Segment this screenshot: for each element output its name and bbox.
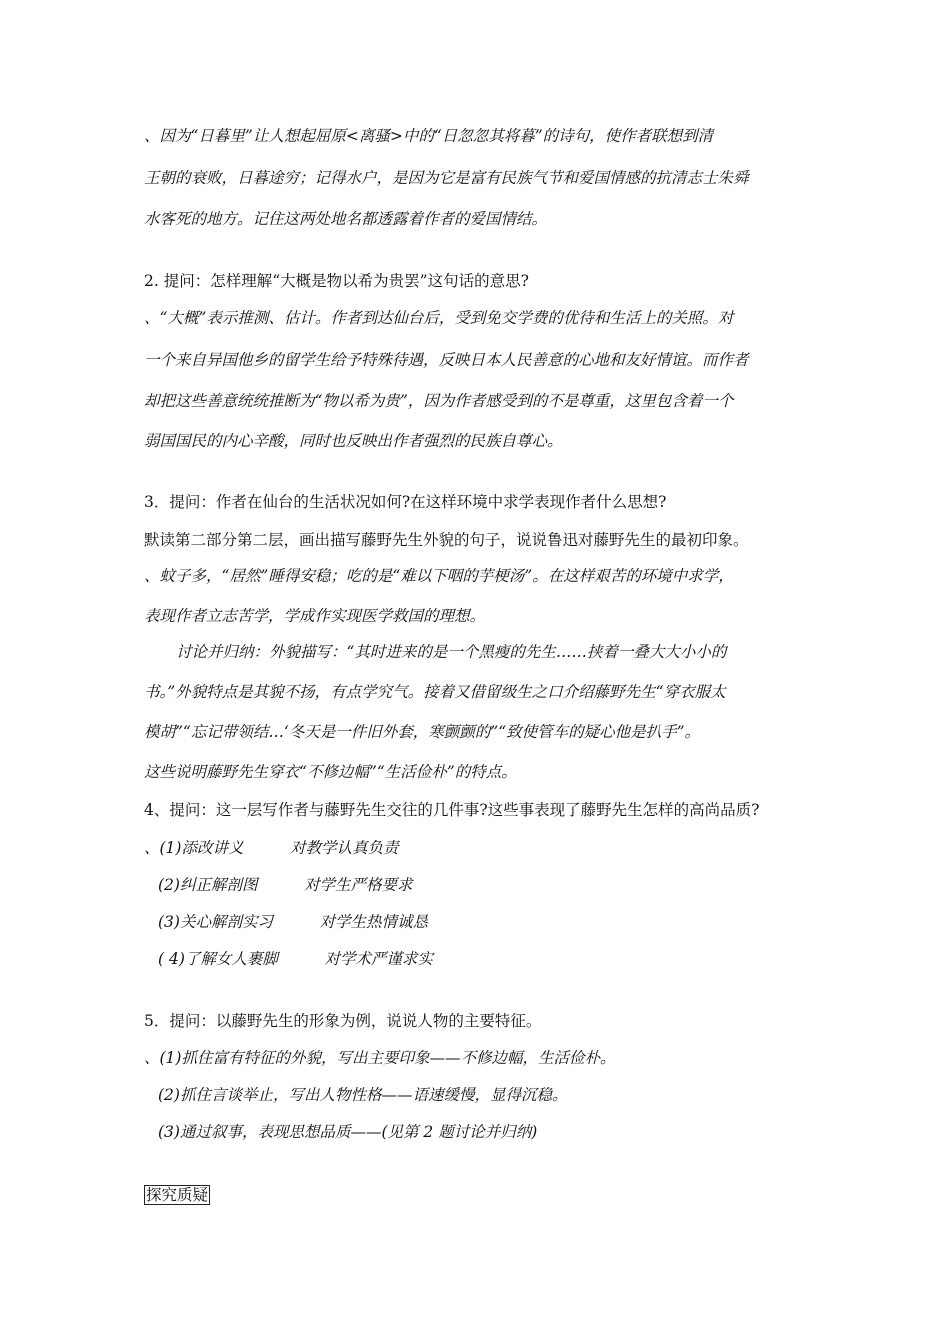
section-heading: [144, 1185, 210, 1205]
paragraph-line: 、“大概”表示推测、估计。作者到达仙台后，受到免交学费的优待和生活上的关照。对: [144, 309, 734, 327]
paragraph-line: 却把这些善意统统推断为“物以希为贵”，因为作者感受到的不是尊重，这里包含着一个: [144, 392, 734, 410]
section-label-box: 探究质疑: [146, 1186, 209, 1204]
list-item: 、(1)抓住富有特征的外貌，写出主要印象——不修边幅，生活俭朴。: [144, 1049, 616, 1067]
paragraph-line: 、因为“日暮里”让人想起屈原<离骚>中的“日忽忽其将暮”的诗句，使作者联想到清: [144, 127, 714, 145]
list-item: (2)纠正解剖图 对学生严格要求: [158, 876, 413, 894]
paragraph-line: 模胡”“忘记带领结…‘冬天是一件旧外套，寒颤颤的”“致使管车的疑心他是扒手”。: [144, 723, 701, 741]
question-4: 4、提问：这一层写作者与藤野先生交往的几件事?这些事表现了藤野先生怎样的高尚品质?: [144, 801, 760, 819]
list-item: (2)抓住言谈举止，写出人物性格——语速缓慢，显得沉稳。: [158, 1086, 568, 1104]
paragraph-line: 这些说明藤野先生穿衣“不修边幅”“生活俭朴”的特点。: [144, 763, 517, 781]
paragraph-line: 王朝的衰败，日暮途穷；记得水户，是因为它是富有民族气节和爱国情感的抗清志士朱舜: [144, 169, 749, 187]
list-item: (3)通过叙事，表现思想品质——(见第 2 题讨论并归纳): [158, 1123, 538, 1141]
paragraph-line: 表现作者立志苦学，学成作实现医学救国的理想。: [144, 607, 486, 625]
paragraph-line: 、蚊子多，“居然”睡得安稳；吃的是“难以下咽的芋梗汤”。在这样艰苦的环境中求学，: [144, 567, 734, 585]
question-5: 5．提问：以藤野先生的形象为例，说说人物的主要特征。: [144, 1012, 542, 1030]
question-2: 2. 提问：怎样理解“大概是物以希为贵罢”这句话的意思?: [144, 272, 529, 290]
paragraph-line: 弱国国民的内心辛酸，同时也反映出作者强烈的民族自尊心。: [144, 432, 563, 450]
paragraph-line: 讨论并归纳：外貌描写：“其时进来的是一个黑瘦的先生……挟着一叠大大小小的: [176, 643, 727, 661]
list-item: ( 4)了解女人裹脚 对学术严谨求实: [158, 950, 433, 968]
paragraph-line: 一个来自异国他乡的留学生给予特殊待遇，反映日本人民善意的心地和友好情谊。而作者: [144, 351, 749, 369]
question-3: 3．提问：作者在仙台的生活状况如何?在这样环境中求学表现作者什么思想?: [144, 493, 667, 511]
list-item: 、(1)添改讲义 对教学认真负责: [144, 839, 399, 857]
paragraph-line: 水客死的地方。记住这两处地名都透露着作者的爱国情结。: [144, 210, 548, 228]
instruction-line: 默读第二部分第二层，画出描写藤野先生外貌的句子，说说鲁迅对藤野先生的最初印象。: [144, 531, 749, 549]
list-item: (3)关心解剖实习 对学生热情诚恳: [158, 913, 428, 931]
paragraph-line: 书。”外貌特点是其貌不扬，有点学究气。接着又借留级生之口介绍藤野先生“穿衣服太: [144, 683, 726, 701]
